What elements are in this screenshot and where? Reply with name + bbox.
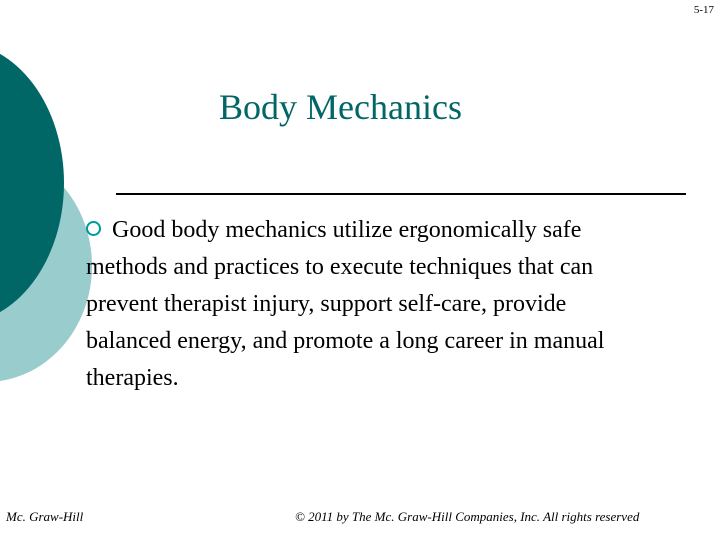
footer-copyright: © 2011 by The Mc. Graw-Hill Companies, Inc. All rights reserved xyxy=(295,509,640,524)
bullet-circle-icon xyxy=(86,221,101,236)
bullet-text: Good body mechanics utilize ergonomically safe methods and practices to execute techniques that can prevent therapist injury, support self-care, provide balanced energy, and promote a long career in manual therapies. xyxy=(86,217,605,391)
slide-number: 5-17 xyxy=(693,4,714,16)
footer-publisher: Mc. Graw-Hill xyxy=(6,509,84,524)
bullet-paragraph xyxy=(86,212,646,397)
slide-title: Body Mechanics xyxy=(219,87,462,127)
title-divider xyxy=(116,193,686,195)
